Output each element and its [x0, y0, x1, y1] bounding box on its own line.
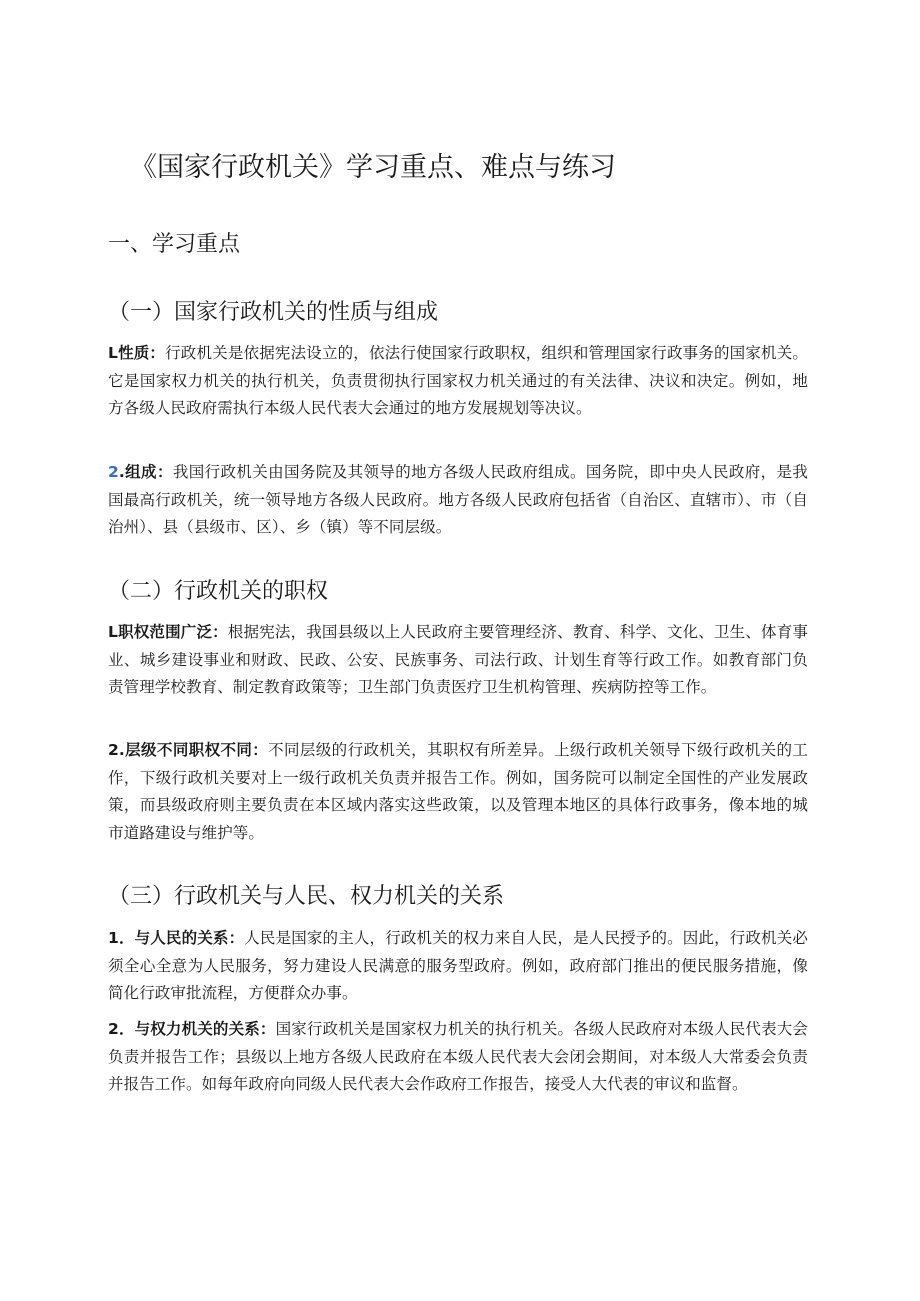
item-label: ．与权力机关的关系： — [118, 1020, 276, 1038]
document-title: 《国家行政机关》学习重点、难点与练习 — [130, 152, 616, 183]
list-item-level-powers — [108, 737, 808, 847]
item-text: 我国行政机关由国务院及其领导的地方各级人民政府组成。国务院，即中央人民政府，是我国最高行政机关，统一领导地方各级人民政府。地方各级人民政府包括省（自治区、直辖市）、市（自治州）、县（县级市、区）、乡（镇）等不同层级。 — [108, 463, 808, 536]
item-number: 1 — [108, 929, 119, 947]
item-text: 不同层级的行政机关，其职权有所差异。上级行政机关领导下级行政机关的工作，下级行政机关要对上一级行政机关负责并报告工作。例如，国务院可以制定全国性的产业发展政策，而县级政府则主要负责在本区域内落实这些政策，以及管理本地区的具体行政事务，像本地的城市道路建设与维护等。 — [108, 741, 808, 842]
list-item-relation-authority — [108, 1016, 808, 1099]
item-number: L — [108, 344, 118, 362]
item-label: ．与人民的关系： — [118, 929, 245, 947]
item-number-separator: . — [118, 463, 125, 481]
item-label: 层级不同职权不同： — [124, 741, 269, 759]
item-number: L — [108, 623, 118, 641]
item-label: 性质： — [117, 344, 166, 362]
list-item-power-scope — [108, 619, 808, 702]
list-item-relation-people — [108, 925, 808, 1008]
item-number: 2. — [108, 741, 125, 759]
subsection-heading-powers: （二）行政机关的职权 — [108, 579, 329, 604]
item-text: 行政机关是依据宪法设立的，依法行使国家行政职权，组织和管理国家行政事务的国家机关。它是国家权力机关的执行机关，负责贯彻执行国家权力机关通过的有关法律、决议和决定。例如，地方各级人民政府需执行本级人民代表大会通过的地方发展规划等决议。 — [108, 344, 808, 417]
item-text: 根据宪法，我国县级以上人民政府主要管理经济、教育、科学、文化、卫生、体育事业、城乡建设事业和财政、民政、公安、民族事务、司法行政、计划生育等行政工作。如教育部门负责管理学校教育、制定教育政策等；卫生部门负责医疗卫生机构管理、疾病防控等工作。 — [108, 623, 808, 696]
list-item-nature — [108, 340, 808, 423]
subsection-heading-relations: （三）行政机关与人民、权力机关的关系 — [108, 884, 505, 909]
section-heading-study-focus: 一、学习重点 — [108, 232, 241, 257]
item-number: 2 — [108, 463, 119, 481]
subsection-heading-nature: （一）国家行政机关的性质与组成 — [108, 300, 439, 325]
item-number: 2 — [108, 1020, 119, 1038]
item-label: 组成： — [124, 463, 173, 481]
item-label: 职权范围广泛： — [117, 623, 228, 641]
item-text: 人民是国家的主人，行政机关的权力来自人民，是人民授予的。因此，行政机关必须全心全意为人民服务，努力建设人民满意的服务型政府。例如，政府部门推出的便民服务措施，像简化行政审批流程，方便群众办事。 — [108, 929, 808, 1002]
item-text: 国家行政机关是国家权力机关的执行机关。各级人民政府对本级人民代表大会负责并报告工作；县级以上地方各级人民政府在本级人民代表大会闭会期间，对本级人大常委会负责并报告工作。如每年政府向同级人民代表大会作政府工作报告，接受人大代表的审议和监督。 — [108, 1020, 808, 1093]
list-item-composition — [108, 459, 808, 542]
